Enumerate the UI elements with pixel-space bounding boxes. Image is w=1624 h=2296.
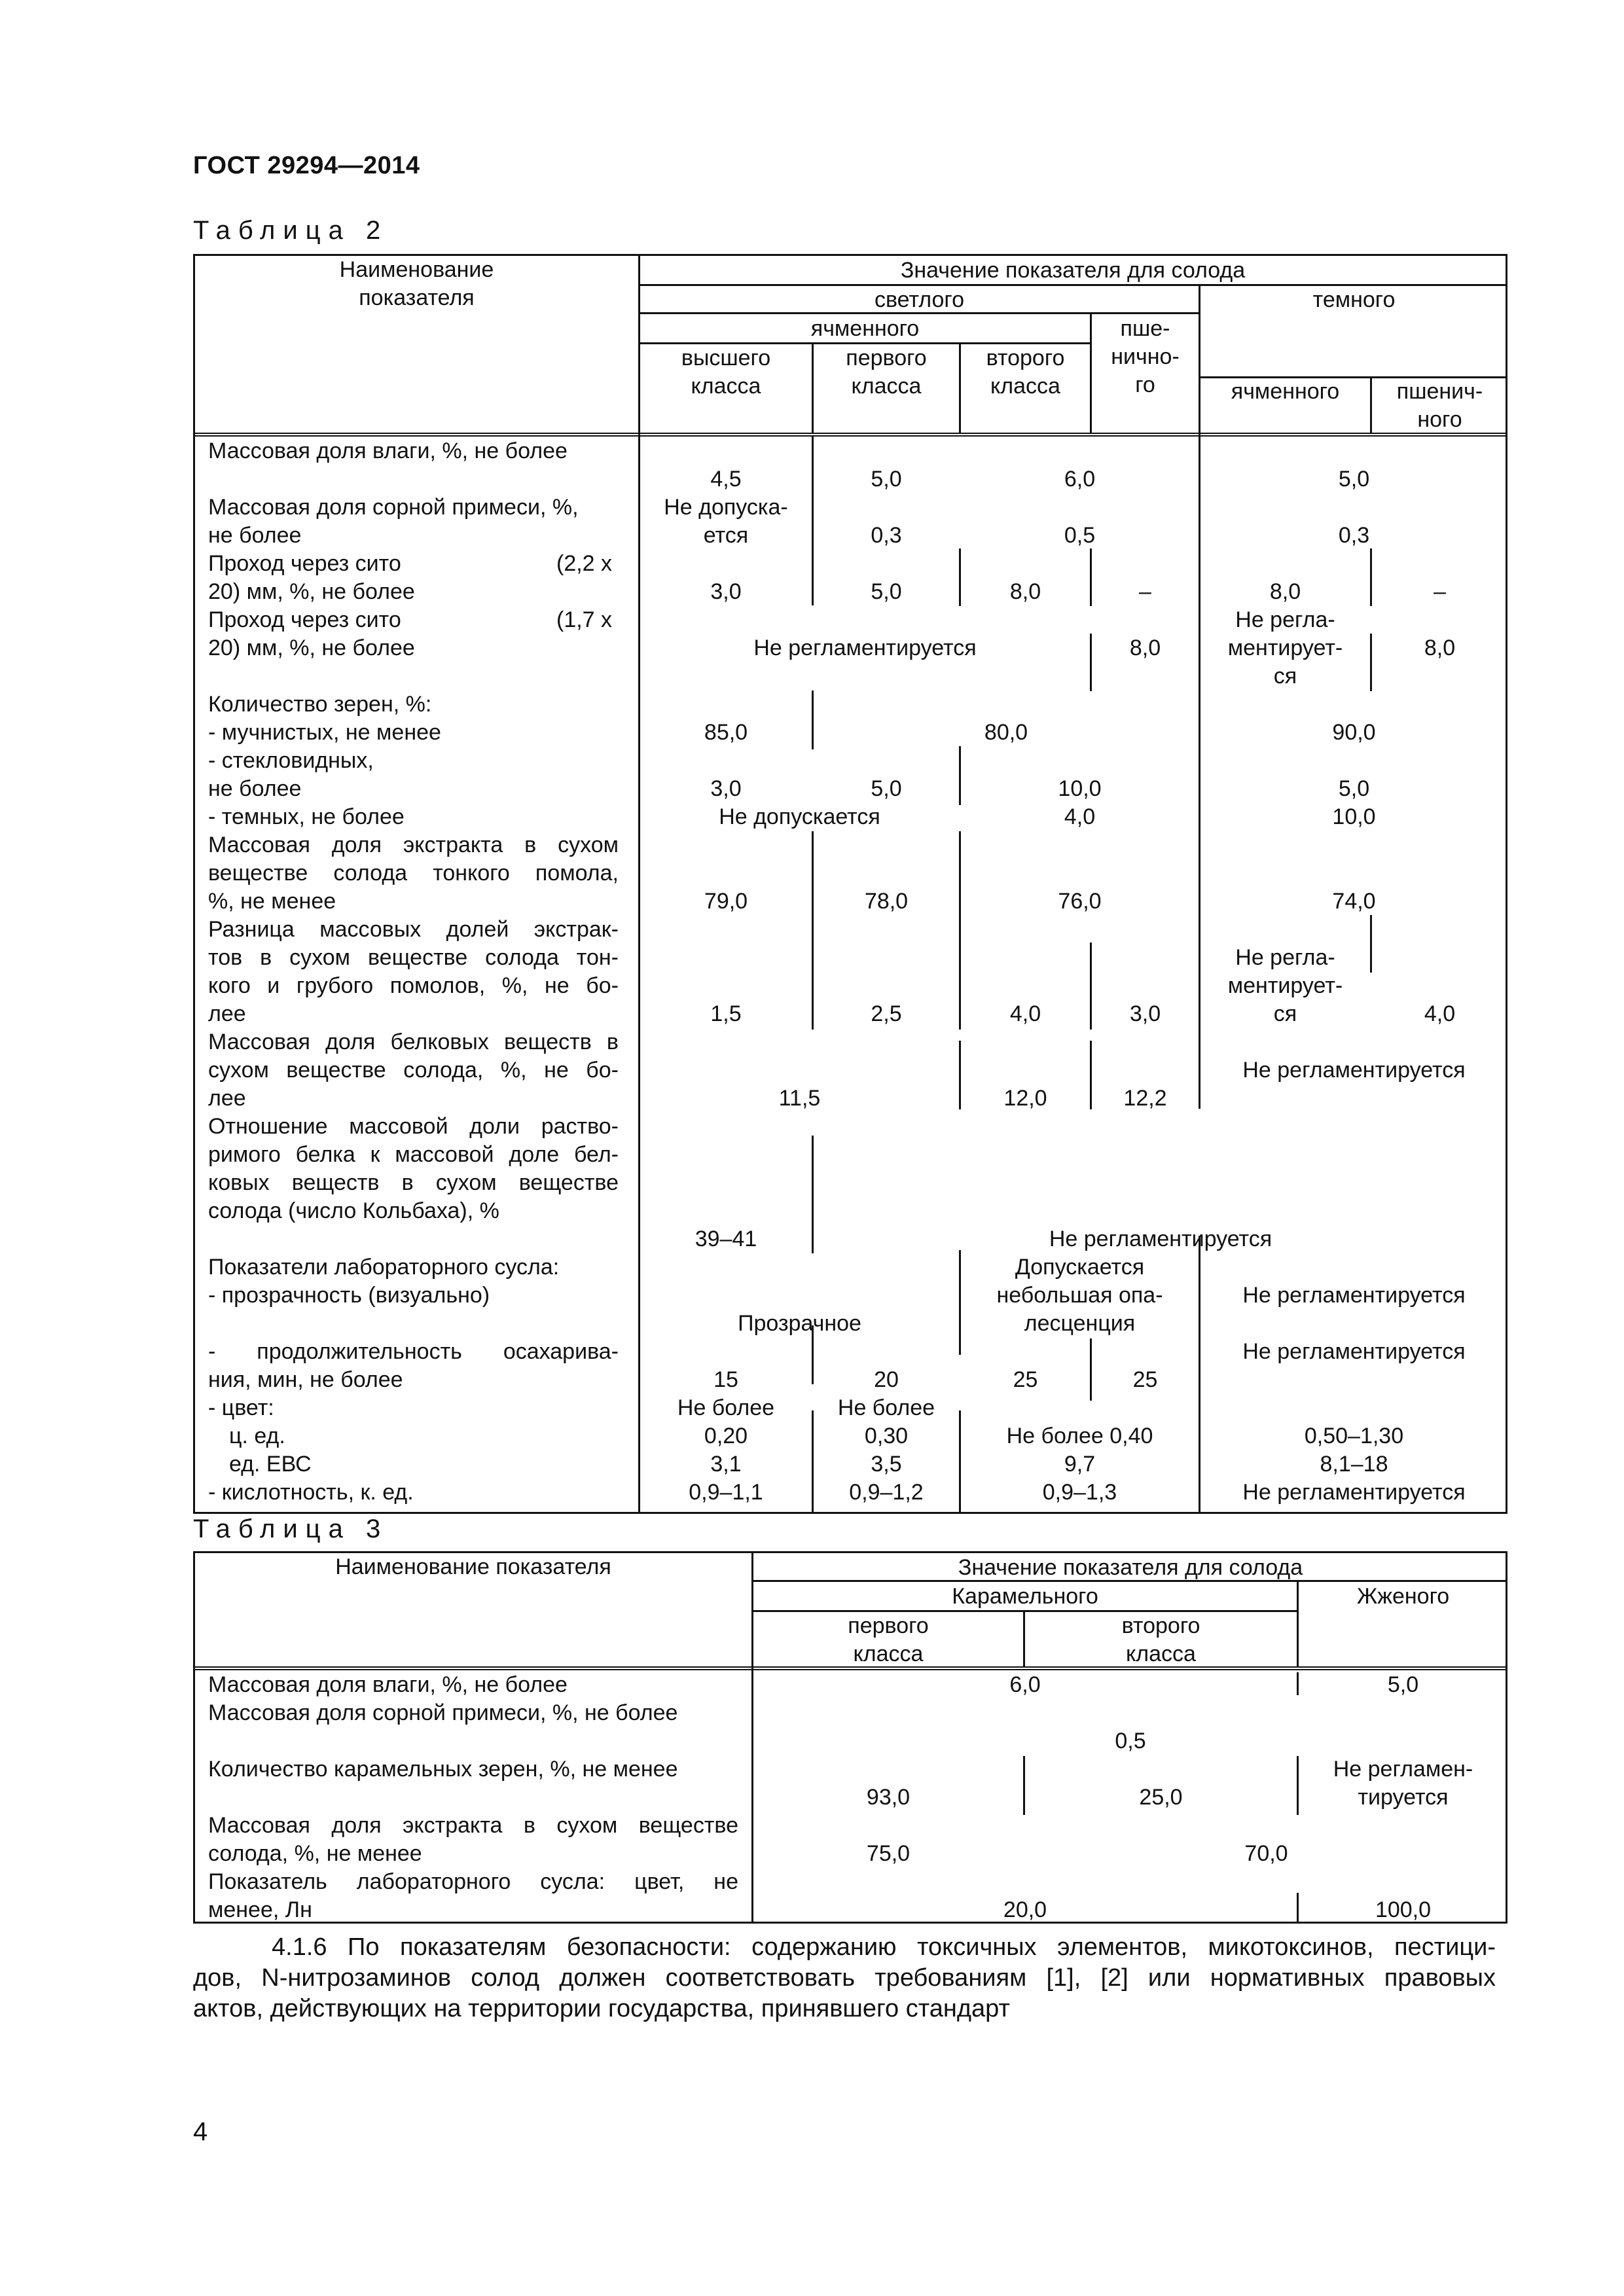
t2-extractdiff-vd1-l3: ся <box>1273 1001 1297 1026</box>
t2-name-extractdiff-l1: Разница массовых долей экстрак- <box>208 917 619 942</box>
t2-wort-v12: Прозрачное <box>738 1311 861 1336</box>
t2-name-sacch-l2: ния, мин, не более <box>208 1367 403 1392</box>
t2-name-extract-l2: веществе солода тонкого помола, <box>208 861 619 886</box>
t2-sieve17-v4: 8,0 <box>1129 636 1161 660</box>
t3-wortcolor-vc: 20,0 <box>1003 1897 1047 1922</box>
t2-extractdiff-v1: 1,5 <box>710 1001 742 1026</box>
t3-name-wortcolor-l2: менее, Лн <box>208 1897 312 1922</box>
page-number: 4 <box>193 2117 208 2146</box>
t2-name-wort-l1: Показатели лабораторного сусла: <box>208 1255 560 1280</box>
t3-head-value-title: Значение показателя для солода <box>958 1555 1303 1580</box>
t2-sieve22-v2: 5,0 <box>871 579 902 604</box>
t2-extract-v1: 79,0 <box>704 889 748 914</box>
t2-color-v34-l1: Не более 0,40 <box>1006 1424 1153 1448</box>
t2-acidity-vd: Не регламентируется <box>1242 1480 1466 1505</box>
t2-weeds-v1-l1: Не допуска- <box>664 495 788 520</box>
t2-head-dark: темного <box>1312 287 1396 312</box>
t2-name-extract-l1: Массовая доля экстракта в сухом <box>208 833 619 857</box>
t3-caramel-vr-l2: тируется <box>1358 1785 1449 1810</box>
t3-name-weeds: Массовая доля сорной примеси, %, не более <box>208 1700 678 1725</box>
t2-protein-v3: 12,0 <box>1003 1086 1047 1111</box>
t2-name-extractdiff-l3: кого и грубого помолов, %, не бо- <box>208 973 619 998</box>
t3-head-caramel: Карамельного <box>952 1584 1098 1609</box>
t2-weeds-v34: 0,5 <box>1064 523 1096 548</box>
t2-sieve22-v1: 3,0 <box>710 579 742 604</box>
t2-sieve17-vd1-l2: ментирует- <box>1227 636 1343 660</box>
t2-glassy-v2: 5,0 <box>871 776 902 801</box>
t2-name-protein-l2: сухом веществе солода, %, не бо- <box>208 1058 619 1083</box>
t2-head-first-class-l2: класса <box>851 374 922 399</box>
t2-head-top-class-l1: высшего <box>681 346 771 370</box>
document-header: ГОСТ 29294—2014 <box>193 152 420 179</box>
t2-name-sieve22-l1: Проход через сито <box>208 551 401 576</box>
t2-darkgrains-vd: 10,0 <box>1332 804 1376 829</box>
t2-sieve17-vd1-l1: Не регла- <box>1235 607 1335 632</box>
t3-head-first-l1: первого <box>848 1613 929 1638</box>
t2-acidity-v34: 0,9–1,3 <box>1042 1480 1117 1505</box>
t3-head-first-l2: класса <box>853 1641 924 1666</box>
t2-sacch-v2: 20 <box>874 1367 899 1392</box>
t2-weeds-vd: 0,3 <box>1338 523 1370 548</box>
clause-line-3: актов, действующих на территории государства, принявшего стандарт <box>193 1995 1010 2022</box>
t2-color-vd-l2: 8,1–18 <box>1320 1452 1388 1477</box>
t2-moisture-v1: 4,5 <box>710 467 742 492</box>
t2-wort-v34-l2: небольшая опа- <box>996 1283 1163 1308</box>
t2-wort-v34-l1: Допускается <box>1015 1255 1145 1280</box>
t3-weeds-v: 0,5 <box>1115 1729 1146 1753</box>
t2-extractdiff-v3: 4,0 <box>1009 1001 1041 1026</box>
t2-acidity-v1: 0,9–1,1 <box>689 1480 763 1505</box>
t2-extract-v2: 78,0 <box>864 889 909 914</box>
t2-name-kolbach-l2: римого белка к массовой доле бел- <box>208 1142 619 1167</box>
t2-sieve22-v3: 8,0 <box>1009 579 1041 604</box>
t2-color-v2-l1: Не более <box>837 1395 935 1420</box>
t2-name-color-l1: - цвет: <box>208 1395 274 1420</box>
t2-color-v1-l3: 3,1 <box>710 1452 742 1477</box>
t2-mealy-vd: 90,0 <box>1332 720 1376 745</box>
clause-4-1-6 <box>193 1932 1496 2024</box>
t2-kolbach-v1: 39–41 <box>695 1227 757 1251</box>
t2-sieve17-v123: Не регламентируется <box>753 636 977 660</box>
t2-extractdiff-vd1-l1: Не регла- <box>1235 945 1335 970</box>
t2-darkgrains-v12: Не допускается <box>719 804 880 829</box>
t2-glassy-v1: 3,0 <box>710 776 742 801</box>
t2-protein-v4: 12,2 <box>1123 1086 1167 1111</box>
t2-extract-vd: 74,0 <box>1332 889 1376 914</box>
t2-extractdiff-vd1-l2: ментирует- <box>1227 973 1343 998</box>
t2-acidity-v2: 0,9–1,2 <box>849 1480 924 1505</box>
t2-head-top-class-l2: класса <box>691 374 761 399</box>
t2-sieve17-vd2: 8,0 <box>1424 636 1456 660</box>
t3-name-caramel-grains: Количество карамельных зерен, %, не менее <box>208 1757 678 1782</box>
t2-name-extractdiff-l4: лее <box>208 1001 246 1026</box>
t2-name-grains-l3: - стекловидных, <box>208 748 374 773</box>
t3-moisture-vc: 6,0 <box>1009 1672 1041 1697</box>
t2-sieve22-vd1: 8,0 <box>1269 579 1301 604</box>
t3-head-roasted: Жженого <box>1356 1584 1450 1609</box>
t2-mealy-v234: 80,0 <box>984 720 1028 745</box>
t2-sieve17-vd1-l3: ся <box>1273 664 1297 689</box>
t2-name-acidity: - кислотность, к. ед. <box>208 1480 414 1505</box>
t3-name-wortcolor-l1: Показатель лабораторного сусла: цвет, не <box>208 1869 738 1894</box>
t2-head-first-class-l1: первого <box>846 346 927 370</box>
t2-head-second-class-l1: второго <box>986 346 1065 370</box>
t3-moisture-vr: 5,0 <box>1387 1672 1419 1697</box>
t2-name-kolbach-l4: солода (число Кольбаха), % <box>208 1198 499 1223</box>
t2-protein-v12: 11,5 <box>778 1086 821 1111</box>
t2-head-dark-barley: ячменного <box>1231 379 1340 404</box>
t2-name-color-l3: ед. ЕВС <box>229 1452 312 1477</box>
t2-name-sieve17-l1: Проход через сито <box>208 607 401 632</box>
t2-name-protein-l1: Массовая доля белковых веществ в <box>208 1030 619 1054</box>
t2-head-wheat-l1: пше- <box>1120 316 1170 341</box>
t2-weeds-v2: 0,3 <box>871 523 902 548</box>
t3-wortcolor-vr: 100,0 <box>1375 1897 1432 1922</box>
t2-color-vd-l1: 0,50–1,30 <box>1304 1424 1404 1448</box>
t2-head-wheat-l3: го <box>1135 372 1155 397</box>
t2-extract-v34: 76,0 <box>1058 889 1102 914</box>
t2-name-extractdiff-l2: тов в сухом веществе солода тон- <box>208 945 619 970</box>
t2-sieve22-vd2: – <box>1434 579 1446 604</box>
t2-name-sieve17-size: (1,7 x <box>556 607 613 632</box>
t2-head-light: светлого <box>875 287 964 312</box>
t2-name-kolbach-l3: ковых веществ в сухом веществе <box>208 1170 619 1195</box>
t2-glassy-vd: 5,0 <box>1338 776 1370 801</box>
t2-wort-vd: Не регламентируется <box>1242 1283 1466 1308</box>
t2-name-weeds-l2: не более <box>208 523 302 548</box>
t3-extract-v2r: 70,0 <box>1244 1841 1288 1866</box>
t2-head-name-line1: Наименование <box>339 257 494 282</box>
t2-weeds-v1-l2: ется <box>703 523 749 548</box>
t3-head-second-l2: класса <box>1126 1641 1196 1666</box>
t2-sacch-v4: 25 <box>1132 1367 1158 1392</box>
t2-glassy-v34: 10,0 <box>1058 776 1102 801</box>
t2-color-v2-l2: 0,30 <box>864 1424 909 1448</box>
t3-extract-v1: 75,0 <box>866 1841 911 1866</box>
t2-moisture-vd: 5,0 <box>1338 467 1370 492</box>
t2-protein-vd: Не регламентируется <box>1242 1058 1466 1083</box>
t3-caramel-v2: 25,0 <box>1139 1785 1183 1810</box>
t2-name-grains-l2: - мучнистых, не менее <box>208 720 441 745</box>
t2-sacch-v1: 15 <box>713 1367 738 1392</box>
clause-line-2: дов, N-нитрозаминов солод должен соответствовать требованиям [1], [2] или нормативных правовых <box>193 1964 1496 1992</box>
table2-caption: Таблица 2 <box>193 216 389 245</box>
t2-color-v1-l2: 0,20 <box>704 1424 748 1448</box>
t2-mealy-v1: 85,0 <box>704 720 748 745</box>
table3-caption: Таблица 3 <box>193 1515 389 1543</box>
t3-head-second-l1: второго <box>1121 1613 1200 1638</box>
t2-name-sieve22-l2: 20) мм, %, не более <box>208 579 415 604</box>
t2-name-kolbach-l1: Отношение массовой доли раство- <box>208 1114 619 1139</box>
t2-name-grains-l1: Количество зерен, %: <box>208 692 432 717</box>
t3-head-name: Наименование показателя <box>335 1554 611 1579</box>
t3-caramel-vr-l1: Не регламен- <box>1333 1757 1473 1782</box>
t2-extractdiff-v2: 2,5 <box>871 1001 902 1026</box>
t2-name-sieve22-size: (2,2 x <box>556 551 613 576</box>
t2-name-grains-l5: - темных, не более <box>208 804 405 829</box>
t2-name-extract-l3: %, не менее <box>208 889 336 914</box>
t2-name-sieve17-l2: 20) мм, %, не более <box>208 636 415 660</box>
t2-head-value-title: Значение показателя для солода <box>900 258 1246 283</box>
t2-moisture-v2: 5,0 <box>871 467 902 492</box>
t2-moisture-v34: 6,0 <box>1064 467 1096 492</box>
t2-head-dark-wheat-l2: ного <box>1417 407 1462 432</box>
t2-extractdiff-v4: 3,0 <box>1129 1001 1161 1026</box>
table2-header-separator <box>193 433 1507 437</box>
t3-name-extract-l1: Массовая доля экстракта в сухом веществе <box>208 1813 738 1838</box>
t3-name-extract-l2: солода, %, не менее <box>208 1841 422 1866</box>
t2-name-color-l2: ц. ед. <box>229 1424 285 1448</box>
t2-head-dark-wheat-l1: пшенич- <box>1396 379 1483 404</box>
t2-name-protein-l3: лее <box>208 1086 246 1111</box>
t2-extractdiff-vd2: 4,0 <box>1424 1001 1456 1026</box>
t2-darkgrains-v34: 4,0 <box>1064 804 1096 829</box>
t2-color-v34-l2: 9,7 <box>1064 1452 1096 1477</box>
t2-kolbach-vrest: Не регламентируется <box>1049 1227 1272 1251</box>
t2-name-grains-l4: не более <box>208 776 302 801</box>
t2-sacch-vd: Не регламентируется <box>1242 1339 1466 1364</box>
t2-sieve22-v4: – <box>1139 579 1151 604</box>
t2-head-wheat-l2: нично- <box>1111 344 1180 369</box>
clause-line-1: 4.1.6 По показателям безопасности: содержанию токсичных элементов, микотоксинов, пестици- <box>272 1933 1496 1961</box>
t2-color-v1-l1: Не более <box>677 1395 775 1420</box>
t2-head-name-line2: показателя <box>359 285 475 310</box>
t2-sacch-v3: 25 <box>1013 1367 1038 1392</box>
t3-caramel-v1: 93,0 <box>866 1785 911 1810</box>
t2-head-barley: ячменного <box>810 316 920 341</box>
t2-name-moisture: Массовая доля влаги, %, не более <box>208 439 568 463</box>
t2-head-second-class-l2: класса <box>990 374 1060 399</box>
t2-color-v2-l3: 3,5 <box>871 1452 902 1477</box>
t2-name-weeds-l1: Массовая доля сорной примеси, %, <box>208 495 579 520</box>
t2-wort-v34-l3: лесценция <box>1024 1311 1136 1336</box>
t2-name-sacch-l1: - продолжительность осахарива- <box>208 1339 619 1364</box>
t3-name-moisture: Массовая доля влаги, %, не более <box>208 1672 568 1697</box>
t2-name-wort-l2: - прозрачность (визуально) <box>208 1283 490 1308</box>
table2-rule <box>1370 915 1372 973</box>
